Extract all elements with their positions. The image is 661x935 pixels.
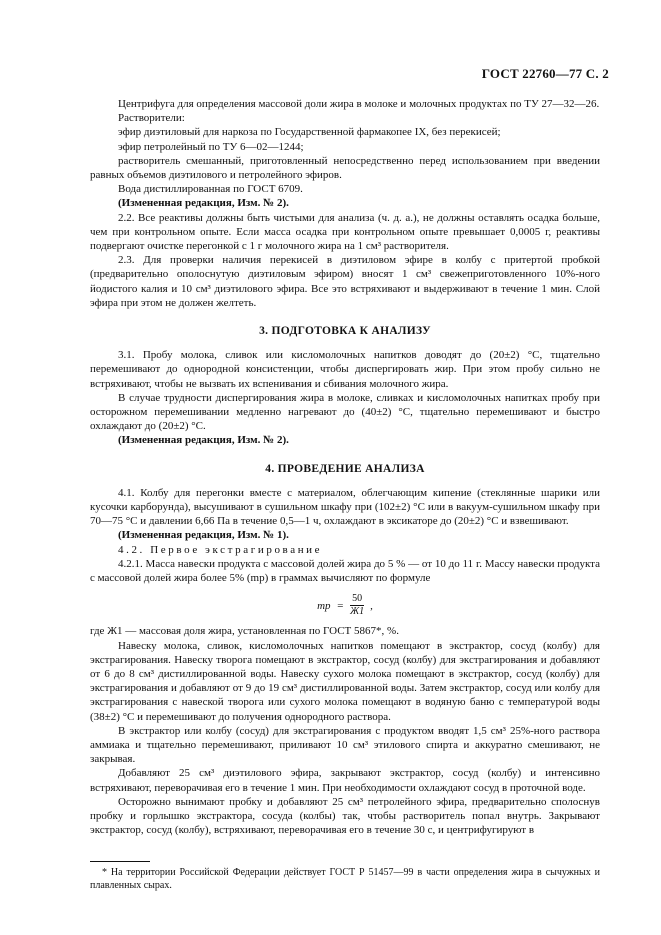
amendment-note: (Измененная редакция, Изм. № 1). — [118, 529, 289, 542]
paragraph-solvents-heading: Растворители: — [118, 112, 185, 125]
formula-equals: = — [336, 599, 344, 612]
paragraph-ammonia: В экстрактор или колбу (сосуд) для экстрагирования с продуктом вводят 1,5 см³ 25%-ного раствора аммиака и тщательно перемешивают, приливают 10 см³ этилового спирта и аккуратно смешивают, не закрывая. — [90, 724, 600, 766]
subsection-title-4-2: 4.2. Первое экстрагирование — [118, 543, 323, 556]
paragraph-3-1-heating: В случае трудности диспергирования жира в молоке, сливках и кисломолочных напитках пробу при осторожном перемешивании медленно нагревают до (40±2) °С, тщательно перемешивают и быстро охлаждают до (20±2) °С. — [90, 391, 600, 433]
formula-numerator: 50 — [352, 593, 363, 605]
formula-tail: , — [370, 599, 373, 612]
paragraph-mixed-solvent: растворитель смешанный, приготовленный непосредственно перед использованием при введении равных объемов диэтилового и петролейного эфиров. — [90, 154, 600, 182]
mass-formula — [90, 593, 600, 618]
footnote: * На территории Российской Федерации действует ГОСТ Р 51457—99 в части определения жира в сычужных и плавленных сырах. — [90, 867, 600, 891]
amendment-note: (Измененная редакция, Изм. № 2). — [118, 197, 289, 210]
paragraph-distilled-water: Вода дистиллированная по ГОСТ 6709. — [118, 183, 303, 196]
paragraph-2-3: 2.3. Для проверки наличия перекисей в диэтиловом эфире в колбу с притертой пробкой (предварительно ополоснутую диэтиловым эфиром) вносят 1 см³ свежеприготовленного 10%-ного йодистого калия и 10 см³ диэтилового эфира. Все это встряхивают и выдерживают в течение 1 мин. Слой эфира при этом не должен желтеть. — [90, 254, 600, 309]
standard-header: ГОСТ 22760—77 С. 2 — [481, 66, 609, 81]
paragraph-4-2-1: 4.2.1. Масса навески продукта с массовой долей жира до 5 % — от 10 до 11 г. Массу навески продукта с массовой долей жира более 5% (mр) в граммах вычисляют по формуле — [90, 557, 600, 585]
document-body — [90, 97, 600, 837]
footnote-divider — [90, 861, 150, 862]
paragraph-sample-placement: Навеску молока, сливок, кисломолочных напитков помещают в экстрактор, сосуд (колбу) для экстрагирования. Навеску творога помещают в экстрактор, сосуд (колбу) для экстрагирования и добавляют от 6 до 8 см³ дистиллированной воды. Навеску сухого молока помещают в экстрактор, сосуд (колбу) для экстрагирования и добавляют от 9 до 19 см³ дистиллированной воды. Затем экстрактор, сосуд или колбу для экстрагирования с навеской творога или сухого молока помещают в водяную баню с температурой воды (38±2) °С и перемешивают до получения однородного раствора. — [90, 639, 600, 723]
formula-lhs: mр — [317, 599, 331, 612]
section-title-3: 3. ПОДГОТОВКА К АНАЛИЗУ — [259, 325, 431, 338]
paragraph-3-1: 3.1. Пробу молока, сливок или кисломолочных напитков доводят до (20±2) °С, тщательно перемешивают до однородной консистенции, чтобы диспергировать жир. При этом пробу сильно не встряхивают, чтобы не вызвать их вспенивания и сбивания молочного жира. — [90, 349, 600, 390]
paragraph-diethyl-ether-add: Добавляют 25 см³ диэтилового эфира, закрывают экстрактор, сосуд (колбу) и интенсивно встряхивают, переворачивая его в течение 1 мин. При необходимости охлаждают сосуд в проточной воде. — [90, 767, 600, 794]
paragraph-formula-where: где Ж1 — массовая доля жира, установленная по ГОСТ 5867*, %. — [90, 625, 399, 638]
paragraph-centrifuge: Центрифуга для определения массовой доли жира в молоке и молочных продуктах по ТУ 27—32—26. — [118, 98, 600, 110]
paragraph-ether-diethyl: эфир диэтиловый для наркоза по Государственной фармакопее IX, без перекисей; — [118, 126, 501, 139]
paragraph-ether-petroleum: эфир петролейный по ТУ 6—02—1244; — [118, 140, 304, 153]
amendment-note: (Измененная редакция, Изм. № 2). — [118, 434, 289, 447]
formula-denominator: Ж1 — [349, 606, 365, 618]
paragraph-petroleum-ether-add: Осторожно вынимают пробку и добавляют 25 см³ петролейного эфира, предварительно сполоснув пробку и горлышко экстрактора, сосуда (колбы) так, чтобы растворитель попал внутрь. Закрывают экстрактор, сосуд (колбу), встряхивают, переворачивая его в течение 30 с, и центрифугируют в — [90, 795, 600, 837]
section-title-4: 4. ПРОВЕДЕНИЕ АНАЛИЗА — [265, 462, 425, 475]
paragraph-2-2: 2.2. Все реактивы должны быть чистыми для анализа (ч. д. а.), не должны оставлять осадка больше, чем при контрольном опыте. Если масса осадка при контрольном опыте превышает 0,0005 г, реактивы подвергают очистке перегонкой с 1 г молочного жира на 1 см³ растворителя. — [90, 211, 600, 253]
paragraph-4-1: 4.1. Колбу для перегонки вместе с материалом, облегчающим кипение (стеклянные шарики или кусочки карборунда), высушивают в сушильном шкафу при (102±2) °С или в вакуум-сушильном шкафу при 70—75 °С и давлении 6,66 Па в течение 0,5—1 ч, охлаждают в эксикаторе до (20±2) °С и взвешивают. — [90, 486, 600, 528]
formula-fraction — [350, 593, 364, 618]
